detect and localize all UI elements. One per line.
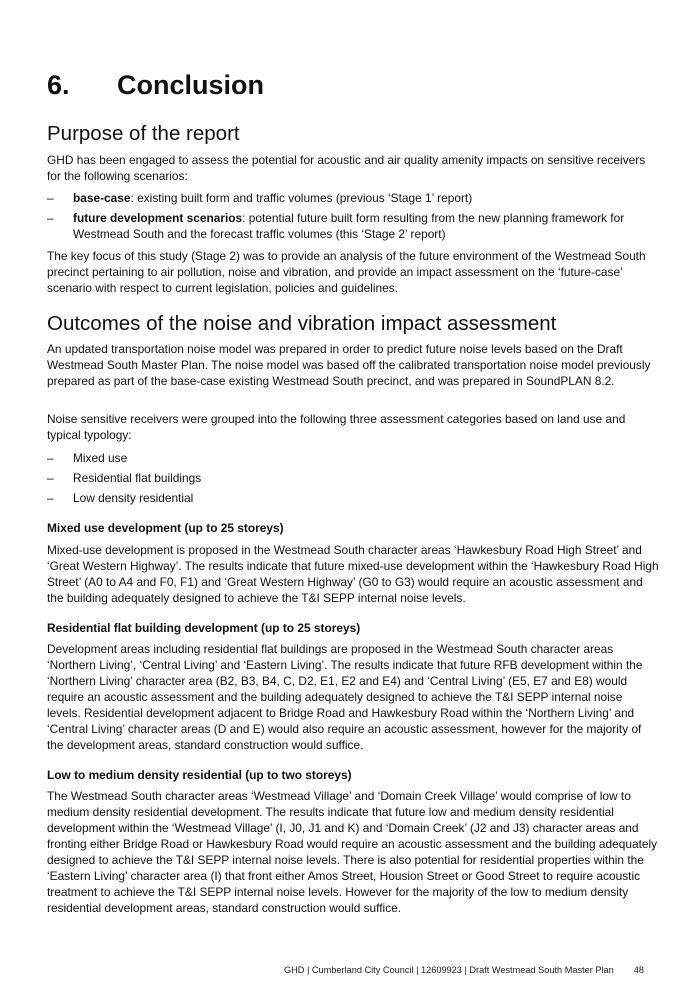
scenario-list — [47, 190, 659, 242]
list-item — [47, 490, 659, 506]
chapter-number: 6. — [47, 70, 70, 100]
list-item — [47, 470, 659, 486]
page-footer — [284, 965, 644, 975]
list-dash: – — [47, 211, 54, 225]
low-density-paragraph: The Westmead South character areas ‘Westmead Village’ and ‘Domain Creek Village’ would comprise of low to medium density residential development. The results indicate that future low and medium density residential development within the ‘Westmead Village’ (I, J0, J1 and K) and ‘Domain Creek’ (J2 and J3) character areas and fronting either Bridge Road or Hawkesbury Road would require an acoustic assessment and the building adequately designed to achieve the T&I SEPP internal noise levels. There is also potential for residential properties within the ‘Eastern Living’ character area (I) that front either Amos Street, Housion Street or Good Street to require acoustic treatment to achieve the T&I SEPP internal noise levels. However for the majority of the low to medium density residential development areas, standard construction would suffice. — [47, 789, 658, 915]
outcomes-paragraph-1: An updated transportation noise model was prepared in order to predict future noise levels based on the Draft Westmead South Master Plan. The noise model was based off the calibrated transportation noise model previously prepared as part of the base-case existing Westmead South precinct, and was prepared in SoundPLAN 8.2. — [47, 342, 651, 388]
list-item — [47, 210, 659, 242]
scenario-description: : existing built form and traffic volumes (previous ‘Stage 1’ report) — [130, 191, 473, 205]
scenario-name: future development scenarios — [73, 211, 243, 225]
scenario-description: : potential future built form resulting from the new planning framework for Westmead South and the forecast traffic volumes (this ‘Stage 2’ report) — [73, 211, 625, 241]
category-label: Low density residential — [73, 491, 194, 505]
purpose-intro: GHD has been engaged to assess the potential for acoustic and air quality amenity impacts on sensitive receivers for the following scenarios: — [47, 153, 646, 183]
rfb-paragraph: Development areas including residential flat buildings are proposed in the Westmead South character areas ‘Northern Living’, ‘Central Living’ and ‘Eastern Living’. The results indicate that future RFB development within the ‘Northern Living’ character area (B2, B3, B4, C, D2, E1, E2 and E4) and ‘Central Living’ (E5, E7 and E8) would require an acoustic assessment and the building adequately designed to achieve the T&I SEPP internal noise levels. Residential development adjacent to Bridge Road and Hawkesbury Road within the ‘Northern Living’ and ‘Central Living’ character areas (D and E) would also require an acoustic assessment, however for the majority of the development areas, standard construction would suffice. — [47, 642, 643, 752]
list-dash: – — [47, 491, 54, 505]
list-item — [47, 450, 659, 466]
list-dash: – — [47, 191, 54, 205]
low-density-heading: Low to medium density residential (up to two storeys) — [47, 768, 352, 782]
list-dash: – — [47, 471, 54, 485]
purpose-focus: The key focus of this study (Stage 2) was to provide an analysis of the future environment of the Westmead South precinct pertaining to air pollution, noise and vibration, and provide an impact assessment on the ‘future-case’ scenario with respect to current legislation, policies and guidelines. — [47, 249, 646, 295]
purpose-heading: Purpose of the report — [47, 122, 240, 145]
chapter-title: Conclusion — [117, 70, 264, 100]
outcomes-paragraph-2: Noise sensitive receivers were grouped into the following three assessment categories based on land use and typical typology: — [47, 412, 626, 442]
category-label: Mixed use — [73, 451, 128, 465]
category-list — [47, 450, 659, 506]
list-item — [47, 190, 659, 206]
scenario-name: base-case — [73, 191, 131, 205]
footer-text: GHD | Cumberland City Council | 12609923 | Draft Westmead South Master Plan — [284, 965, 614, 975]
outcomes-heading: Outcomes of the noise and vibration impact assessment — [47, 312, 557, 335]
list-dash: – — [47, 451, 54, 465]
page-number: 48 — [633, 965, 644, 975]
mixed-use-paragraph: Mixed-use development is proposed in the Westmead South character areas ‘Hawkesbury Road High Street’ and ‘Great Western Highway’. The results indicate that future mixed-use development within the ‘Hawkesbury Road High Street’ (A0 to A4 and F0, F1) and ‘Great Western Highway’ (G0 to G3) would require an acoustic assessment and the building adequately designed to achieve the T&I SEPP internal noise levels. — [47, 543, 659, 605]
category-label: Residential flat buildings — [73, 471, 202, 485]
rfb-heading: Residential flat building development (up to 25 storeys) — [47, 621, 361, 635]
chapter-heading — [47, 68, 264, 102]
mixed-use-heading: Mixed use development (up to 25 storeys) — [47, 521, 284, 535]
